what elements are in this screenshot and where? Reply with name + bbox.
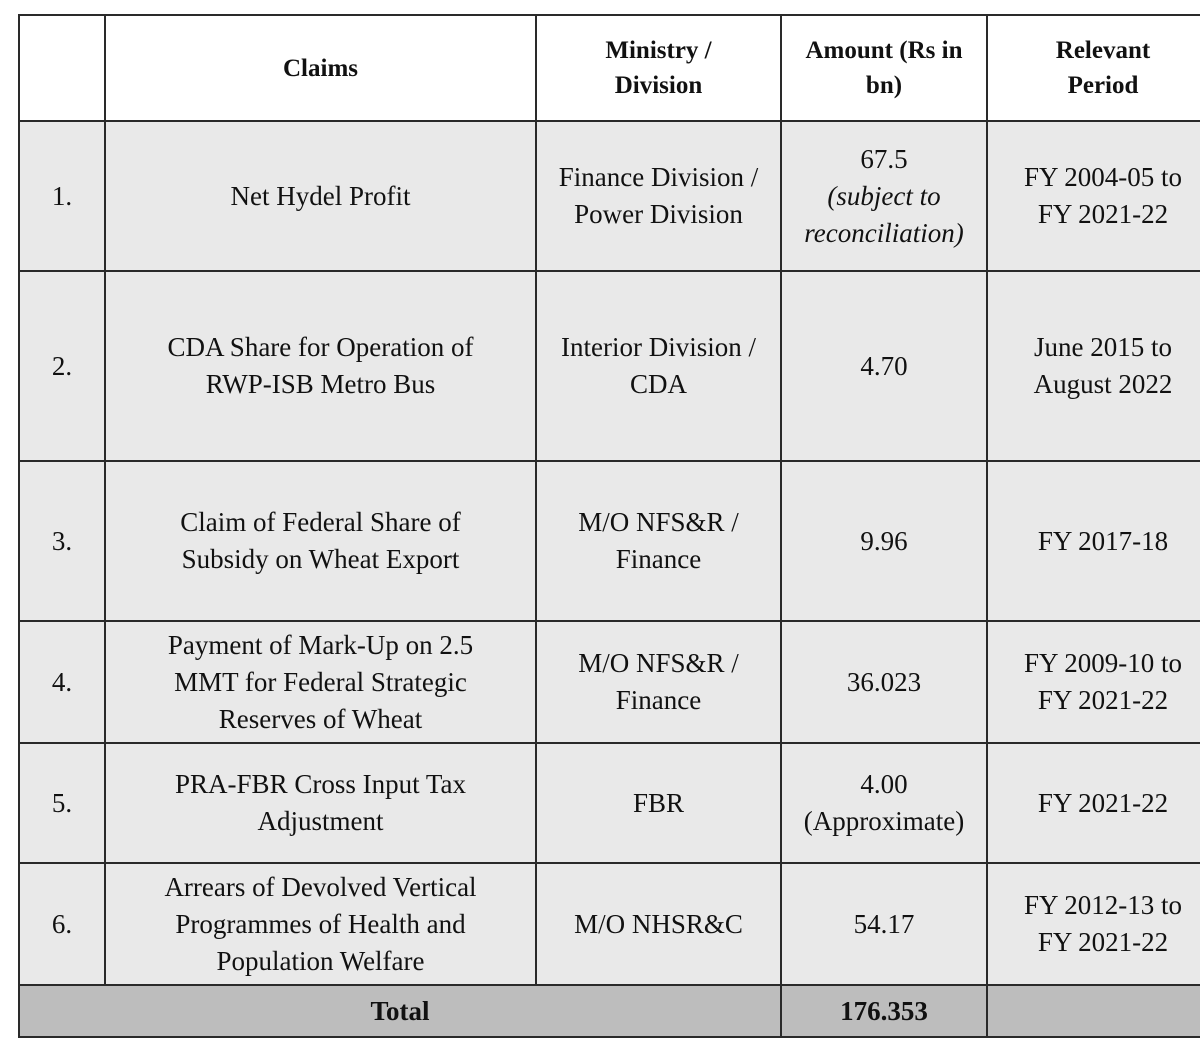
cell-ministry: M/O NHSR&C	[536, 863, 781, 985]
amount-value: 67.5	[860, 143, 908, 174]
cell-period: June 2015 to August 2022	[987, 271, 1200, 461]
header-ministry-line2: Division	[614, 72, 703, 99]
header-ministry	[536, 15, 781, 121]
header-sno	[19, 15, 105, 121]
cell-amount: 9.96	[781, 461, 987, 621]
cell-claim: Claim of Federal Share of Subsidy on Wheat Export	[105, 461, 536, 621]
header-amount-line2: bn)	[865, 72, 903, 99]
cell-period: FY 2017-18	[987, 461, 1200, 621]
cell-amount: 54.17	[781, 863, 987, 985]
cell-sno: 5.	[19, 743, 105, 863]
cell-ministry: M/O NFS&R / Finance	[536, 461, 781, 621]
cell-claim: PRA-FBR Cross Input Tax Adjustment	[105, 743, 536, 863]
cell-amount	[781, 121, 987, 271]
cell-claim: Payment of Mark-Up on 2.5 MMT for Federal Strategic Reserves of Wheat	[105, 621, 536, 743]
cell-ministry: Interior Division / CDA	[536, 271, 781, 461]
table-row	[19, 461, 1200, 621]
header-row	[19, 15, 1200, 121]
table-row	[19, 121, 1200, 271]
header-period	[987, 15, 1200, 121]
cell-ministry: M/O NFS&R / Finance	[536, 621, 781, 743]
header-period-line2: Period	[1067, 72, 1139, 99]
cell-amount	[781, 743, 987, 863]
amount-note: (subject to reconciliation)	[804, 180, 964, 248]
cell-sno: 3.	[19, 461, 105, 621]
cell-sno: 6.	[19, 863, 105, 985]
header-period-line1: Relevant	[1055, 37, 1151, 64]
cell-claim: Arrears of Devolved Vertical Programmes of Health and Population Welfare	[105, 863, 536, 985]
amount-value: 4.00	[860, 769, 908, 799]
header-amount	[781, 15, 987, 121]
total-label: Total	[19, 985, 781, 1037]
cell-period: FY 2009-10 to FY 2021-22	[987, 621, 1200, 743]
total-row	[19, 985, 1200, 1037]
header-amount-line1: Amount (Rs in	[805, 37, 963, 64]
total-amount: 176.353	[781, 985, 987, 1037]
cell-period: FY 2021-22	[987, 743, 1200, 863]
cell-claim: Net Hydel Profit	[105, 121, 536, 271]
amount-note: (Approximate)	[803, 806, 965, 836]
table-row	[19, 621, 1200, 743]
cell-period: FY 2012-13 to FY 2021-22	[987, 863, 1200, 985]
cell-sno: 1.	[19, 121, 105, 271]
claims-table	[18, 14, 1200, 1038]
cell-ministry: Finance Division / Power Division	[536, 121, 781, 271]
cell-sno: 2.	[19, 271, 105, 461]
cell-amount: 4.70	[781, 271, 987, 461]
table-row	[19, 271, 1200, 461]
cell-amount: 36.023	[781, 621, 987, 743]
header-claims: Claims	[105, 15, 536, 121]
total-period	[987, 985, 1200, 1037]
cell-sno: 4.	[19, 621, 105, 743]
cell-ministry: FBR	[536, 743, 781, 863]
cell-period: FY 2004-05 to FY 2021-22	[987, 121, 1200, 271]
table-row	[19, 743, 1200, 863]
table-row	[19, 863, 1200, 985]
header-ministry-line1: Ministry /	[605, 37, 712, 64]
cell-claim: CDA Share for Operation of RWP-ISB Metro Bus	[105, 271, 536, 461]
